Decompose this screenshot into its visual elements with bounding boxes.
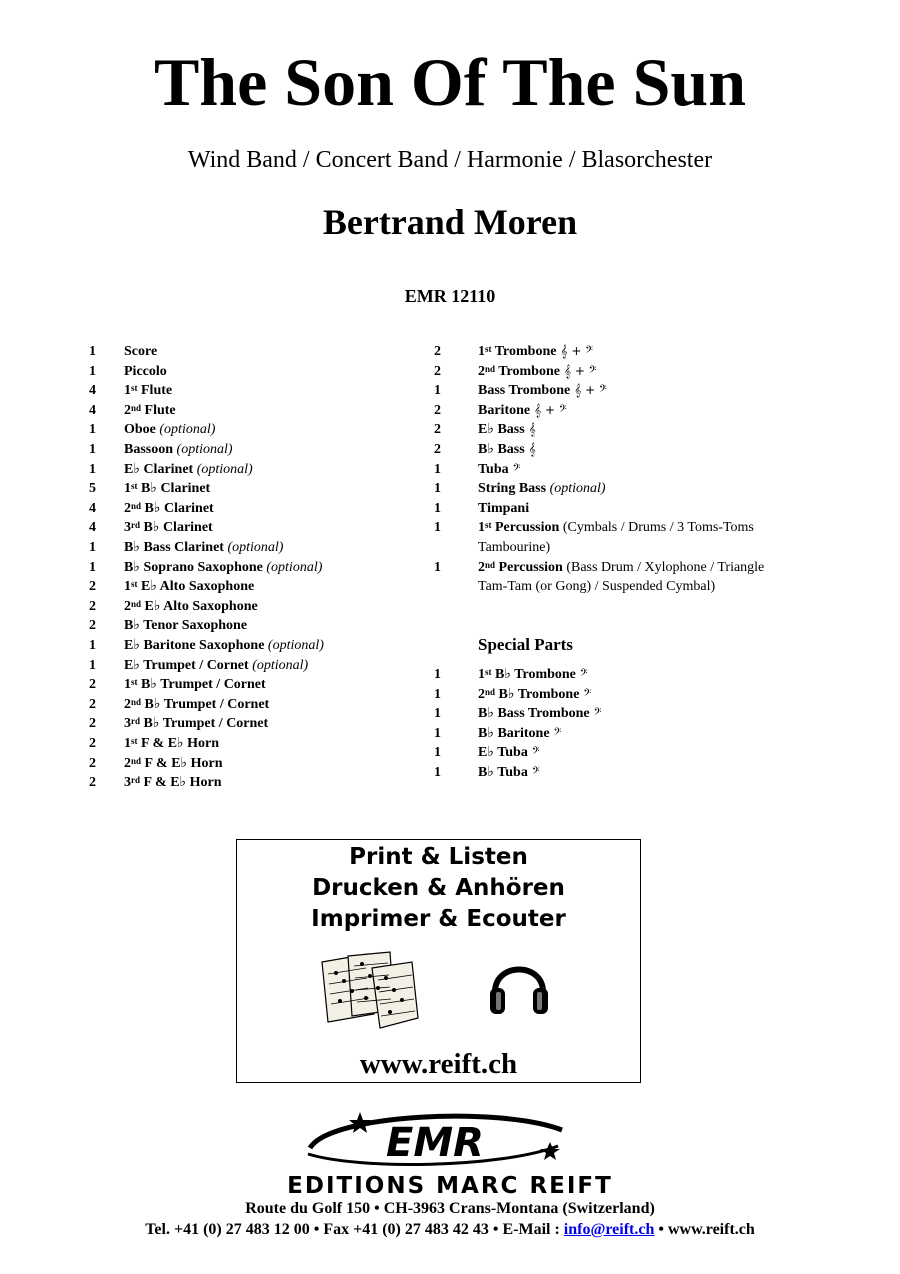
part-instrument: E♭ Alto Saxophone — [141, 598, 258, 614]
part-quantity: 2 — [89, 579, 96, 595]
part-instrument: Percussion — [491, 520, 560, 536]
part-quantity: 1 — [89, 559, 96, 575]
part-name — [124, 754, 223, 774]
part-ordinal-suffix: nd — [485, 559, 496, 570]
publisher-name: EDITIONS MARC REIFT — [287, 1173, 613, 1199]
publisher-contact — [0, 1220, 900, 1240]
part-ordinal-suffix: nd — [131, 402, 142, 413]
part-instrument: Score — [124, 344, 158, 359]
clef-icon: 𝄞 + 𝄢 — [574, 383, 607, 398]
part-instrument: String Bass — [478, 481, 547, 497]
part-quantity: 1 — [434, 559, 441, 575]
part-name — [478, 362, 596, 382]
part-quantity: 1 — [89, 657, 96, 673]
part-ordinal: 1 — [478, 344, 485, 359]
part-name — [124, 342, 157, 362]
part-quantity: 1 — [434, 667, 441, 682]
part-quantity: 2 — [89, 677, 96, 693]
clef-icon: 𝄞 + 𝄢 — [560, 344, 593, 358]
part-quantity: 2 — [89, 716, 96, 732]
part-quantity: 1 — [89, 442, 96, 457]
part-name — [478, 479, 606, 499]
part-name — [478, 743, 540, 763]
part-quantity: 1 — [434, 461, 441, 477]
sheet-music-icon — [320, 948, 420, 1030]
part-description-continued: Tam-Tam (or Gong) / Suspended Cymbal) — [478, 579, 716, 595]
part-instrument: B♭ Clarinet — [137, 481, 211, 497]
part-optional-note: (optional) — [173, 442, 233, 457]
part-quantity: 1 — [434, 745, 441, 761]
part-optional-note: (optional) — [546, 481, 606, 497]
part-optional-note: (optional) — [193, 461, 253, 477]
part-instrument: E♭ Clarinet — [124, 461, 194, 477]
part-name — [124, 675, 266, 695]
part-instrument: Oboe — [124, 422, 156, 438]
part-quantity: 1 — [434, 765, 441, 780]
part-instrument: B♭ Bass Trombone — [478, 706, 590, 722]
part-quantity: 2 — [89, 598, 96, 614]
promo-line-german: Drucken & Anhören — [312, 875, 565, 901]
part-ordinal-suffix: nd — [131, 598, 142, 609]
part-name — [124, 518, 213, 538]
part-name — [124, 538, 283, 558]
part-name — [124, 420, 215, 440]
part-ordinal: 2 — [124, 696, 131, 712]
part-ordinal-suffix: st — [485, 667, 492, 677]
part-name — [478, 401, 567, 421]
print-listen-box — [236, 839, 641, 1083]
part-ordinal: 2 — [478, 686, 485, 702]
part-instrument: F & E♭ Horn — [140, 775, 222, 791]
part-instrument: Piccolo — [124, 363, 167, 379]
part-instrument: B♭ Tenor Saxophone — [124, 618, 248, 634]
part-name — [478, 704, 601, 724]
catalog-number: EMR 12110 — [404, 286, 496, 306]
part-ordinal: 1 — [124, 736, 131, 751]
clef-icon: 𝄢 — [583, 686, 592, 701]
part-ordinal: 1 — [124, 677, 131, 693]
part-name — [124, 558, 322, 578]
part-description: (Bass Drum / Xylophone / Triangle — [562, 559, 765, 575]
part-description: (Cymbals / Drums / 3 Toms-Toms — [559, 520, 754, 536]
part-quantity: 2 — [89, 618, 96, 634]
part-name — [478, 342, 593, 362]
part-ordinal: 1 — [124, 481, 131, 497]
part-optional-note: (optional) — [223, 540, 284, 555]
part-ordinal: 2 — [478, 363, 485, 379]
part-instrument: Bass Trombone — [478, 383, 571, 399]
part-instrument: B♭ Baritone — [478, 725, 550, 741]
part-name — [478, 499, 529, 519]
part-ordinal-suffix: rd — [131, 520, 140, 531]
part-name — [124, 597, 258, 617]
part-name — [124, 636, 324, 656]
headphones-icon — [487, 950, 551, 1020]
part-instrument: F & E♭ Horn — [141, 755, 223, 771]
clef-icon: 𝄢 — [593, 706, 602, 721]
composer-name: Bertrand Moren — [322, 202, 578, 242]
clef-icon: 𝄞 + 𝄢 — [534, 402, 567, 417]
part-name — [124, 656, 308, 676]
part-name — [124, 734, 219, 754]
part-ordinal: 2 — [124, 598, 131, 614]
part-quantity: 1 — [89, 344, 96, 359]
part-ordinal-suffix: rd — [131, 716, 140, 727]
part-quantity: 2 — [434, 442, 441, 457]
emr-logo-text: EMR — [386, 1120, 484, 1166]
part-quantity: 2 — [89, 755, 96, 771]
part-ordinal-suffix: nd — [131, 500, 142, 511]
part-instrument: B♭ Bass — [478, 442, 525, 457]
part-instrument: B♭ Trumpet / Cornet — [141, 696, 270, 712]
part-instrument: B♭ Soprano Saxophone — [124, 559, 263, 575]
clef-icon: 𝄢 — [531, 765, 540, 779]
part-ordinal: 1 — [124, 383, 131, 399]
part-quantity: 1 — [434, 706, 441, 722]
part-instrument: Baritone — [478, 402, 531, 418]
special-parts-heading: Special Parts — [478, 635, 573, 654]
promo-line-english: Print & Listen — [349, 844, 528, 870]
part-instrument: Trombone — [495, 363, 560, 379]
part-name — [124, 479, 210, 499]
part-name — [478, 685, 591, 705]
part-ordinal-suffix: nd — [131, 696, 142, 707]
part-ordinal-suffix: nd — [485, 363, 496, 374]
part-instrument: Trombone — [491, 344, 557, 359]
part-name — [124, 362, 167, 382]
contact-email-link[interactable]: info@reift.ch — [563, 1221, 655, 1238]
part-instrument: E♭ Baritone Saxophone — [124, 638, 265, 653]
contact-phone-fax: Tel. +41 (0) 27 483 12 00 • Fax +41 (0) 27 483 42 43 • E-Mail : — [145, 1221, 564, 1238]
part-instrument: Flute — [141, 402, 176, 418]
part-instrument: B♭ Trumpet / Cornet — [137, 677, 266, 693]
part-quantity: 2 — [89, 696, 96, 712]
part-ordinal: 2 — [124, 402, 131, 418]
part-quantity: 2 — [89, 736, 96, 751]
part-ordinal-suffix: st — [131, 677, 138, 688]
part-name — [478, 518, 754, 538]
part-quantity: 4 — [89, 520, 96, 536]
part-instrument: B♭ Trumpet / Cornet — [140, 716, 269, 732]
part-ordinal-suffix: st — [131, 481, 138, 492]
part-quantity: 2 — [89, 775, 96, 791]
part-quantity: 5 — [89, 481, 96, 497]
part-instrument: Flute — [137, 383, 173, 399]
part-optional-note: (optional) — [155, 422, 216, 438]
part-ordinal: 3 — [124, 520, 131, 536]
part-name — [124, 695, 269, 715]
part-instrument: B♭ Bass Clarinet — [124, 540, 224, 555]
part-name — [478, 460, 520, 480]
part-name — [478, 381, 607, 401]
part-ordinal-suffix: nd — [131, 755, 142, 766]
part-ordinal: 2 — [124, 755, 131, 771]
emr-logo — [300, 1108, 570, 1172]
part-quantity: 1 — [434, 500, 441, 516]
part-ordinal-suffix: st — [485, 344, 492, 354]
part-ordinal: 2 — [124, 500, 131, 516]
part-ordinal: 1 — [478, 667, 485, 682]
part-name — [478, 724, 561, 744]
part-name — [124, 440, 233, 460]
page-title: The Son Of The Sun — [153, 44, 747, 120]
part-ordinal-suffix: st — [485, 520, 492, 531]
clef-icon: 𝄞 — [528, 422, 536, 437]
part-quantity: 1 — [89, 638, 96, 653]
part-instrument: B♭ Tuba — [478, 765, 528, 780]
part-quantity: 1 — [434, 383, 441, 399]
part-name — [478, 440, 536, 460]
part-quantity: 2 — [434, 344, 441, 359]
part-optional-note: (optional) — [262, 559, 323, 575]
part-instrument: E♭ Alto Saxophone — [137, 579, 255, 595]
part-ordinal-suffix: st — [131, 736, 138, 746]
clef-icon: 𝄢 — [531, 745, 540, 760]
part-name — [478, 420, 536, 440]
part-name — [124, 714, 268, 734]
part-quantity: 1 — [434, 520, 441, 536]
part-name — [478, 665, 588, 685]
part-instrument: Tuba — [478, 461, 509, 477]
part-quantity: 1 — [434, 725, 441, 741]
clef-icon: 𝄞 — [528, 442, 536, 456]
part-quantity: 1 — [89, 422, 96, 438]
part-ordinal: 1 — [478, 520, 485, 536]
part-instrument: E♭ Trumpet / Cornet — [124, 657, 249, 673]
publisher-address: Route du Golf 150 • CH-3963 Crans-Montana (Switzerland) — [245, 1200, 655, 1217]
contact-website[interactable]: • www.reift.ch — [654, 1221, 755, 1238]
part-instrument: E♭ Tuba — [478, 745, 528, 761]
part-quantity: 1 — [89, 363, 96, 379]
part-quantity: 2 — [434, 422, 441, 438]
part-instrument: B♭ Clarinet — [140, 520, 213, 536]
part-optional-note: (optional) — [248, 657, 309, 673]
part-ordinal: 3 — [124, 716, 131, 732]
part-name — [124, 460, 253, 480]
part-quantity: 4 — [89, 402, 96, 418]
promo-line-french: Imprimer & Ecouter — [311, 906, 566, 932]
clef-icon: 𝄢 — [579, 667, 588, 681]
part-instrument: B♭ Clarinet — [141, 500, 214, 516]
part-ordinal: 3 — [124, 775, 131, 791]
part-description-continued: Tambourine) — [478, 540, 551, 555]
part-quantity: 1 — [89, 540, 96, 555]
part-quantity: 4 — [89, 500, 96, 516]
part-instrument: Percussion — [495, 559, 563, 575]
part-name — [124, 401, 176, 421]
part-name — [124, 381, 172, 401]
part-quantity: 2 — [434, 363, 441, 379]
part-ordinal: 1 — [124, 579, 131, 595]
part-name — [124, 499, 214, 519]
part-quantity: 4 — [89, 383, 96, 399]
part-ordinal-suffix: st — [131, 579, 138, 590]
part-quantity: 1 — [434, 481, 441, 497]
part-name — [124, 773, 222, 793]
promo-website[interactable]: www.reift.ch — [359, 1048, 518, 1080]
clef-icon: 𝄢 — [553, 725, 562, 740]
part-instrument: Bassoon — [124, 442, 174, 457]
part-name — [124, 616, 247, 636]
part-instrument: Timpani — [478, 500, 530, 516]
part-instrument: B♭ Trombone — [491, 667, 576, 682]
part-instrument: F & E♭ Horn — [137, 736, 220, 751]
part-quantity: 1 — [89, 461, 96, 477]
ensemble-subtitle: Wind Band / Concert Band / Harmonie / Blasorchester — [187, 147, 713, 173]
part-ordinal-suffix: rd — [131, 775, 140, 786]
part-instrument: E♭ Bass — [478, 422, 525, 438]
part-instrument: B♭ Trombone — [495, 686, 580, 702]
part-name — [478, 763, 540, 783]
clef-icon: 𝄢 — [512, 461, 521, 476]
part-name — [124, 577, 254, 597]
part-quantity: 2 — [434, 402, 441, 418]
clef-icon: 𝄞 + 𝄢 — [563, 363, 597, 378]
part-ordinal-suffix: st — [131, 383, 138, 394]
part-optional-note: (optional) — [264, 638, 324, 653]
part-quantity: 1 — [434, 686, 441, 702]
part-name — [478, 558, 764, 578]
part-ordinal-suffix: nd — [485, 686, 496, 697]
part-ordinal: 2 — [478, 559, 485, 575]
